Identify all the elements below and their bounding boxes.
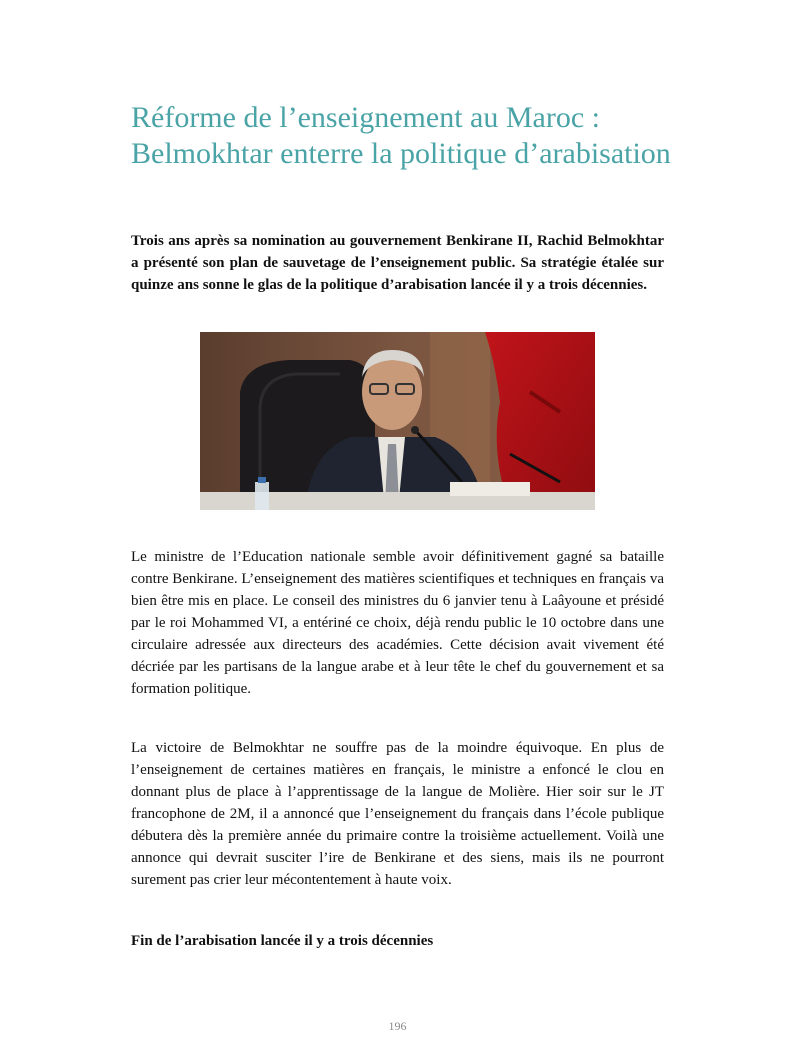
article-lead: Trois ans après sa nomination au gouvernement Benkirane II, Rachid Belmokhtar a présenté son plan de sauvetage de l’enseignement public. Sa stratégie étalée sur quinze ans sonne le glas de la politique d’arabisation lancée il y a trois décennies.: [131, 233, 664, 293]
article-title: Réforme de l’enseignement au Maroc : Belmokhtar enterre la politique d’arabisation: [131, 101, 671, 170]
article-photo: [200, 332, 595, 510]
article-subheading: Fin de l’arabisation lancée il y a trois décennies: [131, 933, 434, 949]
article-paragraph-2: La victoire de Belmokhtar ne souffre pas de la moindre équivoque. En plus de l’enseignement de certaines matières en français, le ministre a enfoncé le clou en donnant plus de place à l’apprentissage de la langue de Molière. Hier soir sur le JT francophone de 2M, il a annoncé que l’enseignement du français dans l’école publique débutera dès la première année du primaire contre la troisième actuellement. Voilà une annonce qui devrait susciter l’ire de Benkirane et des siens, mais ils ne pourront surement pas crier leur mécontentement à haute voix.: [131, 740, 664, 888]
article-paragraph-1: Le ministre de l’Education nationale semble avoir définitivement gagné sa bataille contre Benkirane. L’enseignement des matières scientifiques et techniques en français va bien être mis en place. Le conseil des ministres du 6 janvier tenu à Laâyoune et présidé par le roi Mohammed VI, a entériné ce choix, déjà rendu public le 10 octobre dans une circulaire adressée aux directeurs des académies. Cette décision avait vivement été décriée par les partisans de la langue arabe et à leur tête le chef du gouvernement et sa formation politique.: [131, 549, 664, 697]
page-number: 196: [388, 1019, 407, 1033]
